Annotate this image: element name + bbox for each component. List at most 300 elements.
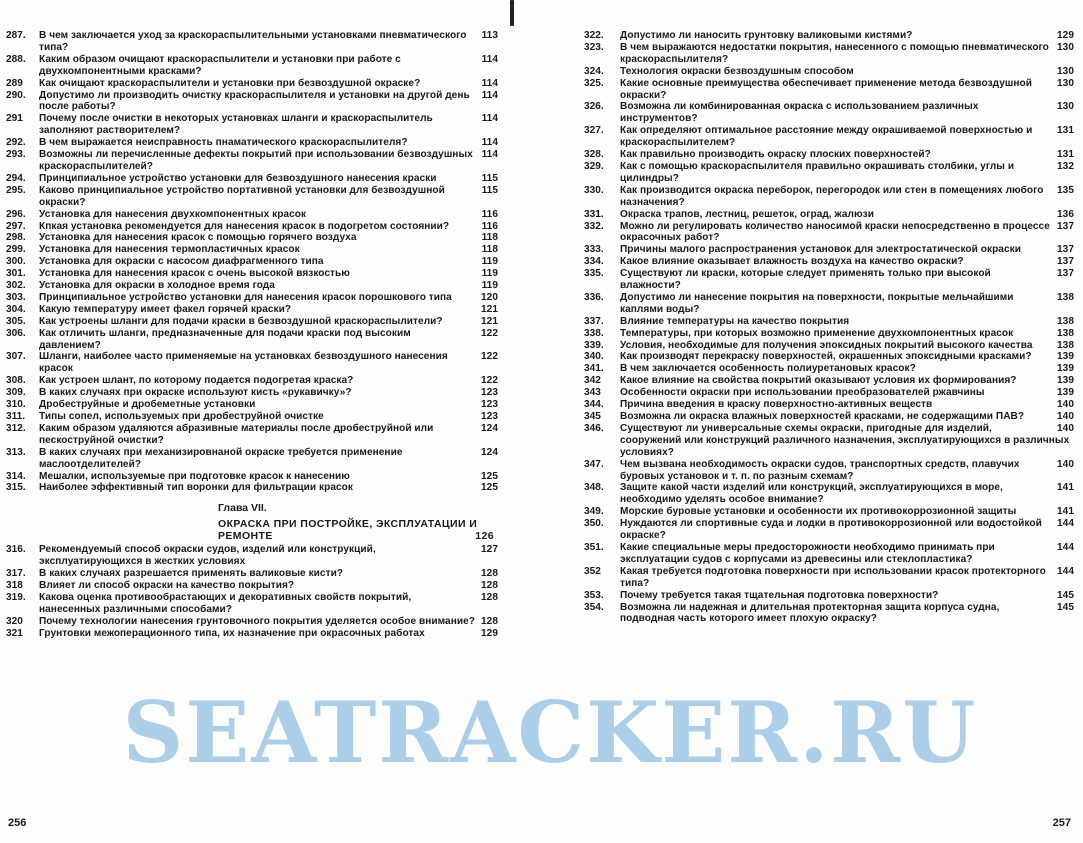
entry-page: 119 [481, 280, 498, 292]
toc-entry [6, 244, 498, 256]
entry-number: 288. [6, 53, 26, 65]
entry-number: 312. [6, 422, 26, 434]
toc-entry [584, 542, 1074, 566]
entry-number: 296. [6, 208, 26, 220]
entry-title: Почему технологии нанесения грунтовочного покрытия уделяется особое внимание? [39, 615, 475, 627]
entry-text-block [39, 292, 498, 304]
entry-text-block [620, 590, 1074, 602]
entry-title: Причины малого распространения установок для электростатической окраски [620, 244, 1021, 256]
entry-number: 325. [584, 77, 604, 89]
entry-text-block [39, 568, 498, 580]
entry-text-block [620, 411, 1074, 423]
entry-text-block [39, 149, 498, 173]
entry-number: 352 [584, 565, 601, 577]
page-number-left: 256 [8, 817, 27, 829]
entry-text-block [39, 375, 498, 387]
entry-text-block [620, 423, 1074, 459]
entry-number: 332. [584, 220, 604, 232]
toc-entry [584, 125, 1074, 149]
entry-title: Как производят перекраску поверхностей, окрашенных эпоксидными красками? [620, 351, 1032, 363]
toc-entry [584, 42, 1074, 66]
entry-title: В каких случаях при окраске используют кисть «рукавичку»? [39, 387, 352, 399]
entry-number: 319. [6, 591, 26, 603]
toc-entry [584, 423, 1074, 459]
entry-page: 140 [1057, 458, 1074, 470]
entry-number: 346. [584, 422, 604, 434]
toc-entry [584, 101, 1074, 125]
entry-page: 128 [481, 580, 498, 592]
entry-number: 289 [6, 77, 23, 89]
toc-entry [584, 268, 1074, 292]
entry-page: 116 [481, 220, 498, 232]
entry-page: 130 [1057, 77, 1074, 89]
entry-number: 304. [6, 303, 26, 315]
entry-page: 141 [1057, 482, 1074, 494]
entry-number: 353. [584, 589, 604, 601]
entry-title: Технология окраски безвоздушным способом [620, 65, 854, 77]
toc-entry [584, 221, 1074, 245]
entry-page: 139 [1057, 387, 1074, 399]
entry-title: Нуждаются ли спортивные суда и лодки в противокоррозионной или водостойкой окраске? [620, 518, 1042, 542]
entry-text-block [39, 90, 498, 114]
entry-page: 130 [1057, 101, 1074, 113]
entry-number: 326. [584, 101, 604, 113]
entry-page: 114 [481, 137, 498, 149]
entry-title: Допустимо ли наносить грунтовку валиковыми кистями? [620, 30, 913, 41]
entry-title: Грунтовки межоперационного типа, их назначение при окрасочных работах [39, 627, 425, 639]
entry-text-block [620, 125, 1074, 149]
toc-entry [6, 544, 498, 568]
entry-page: 137 [1057, 220, 1074, 232]
entry-number: 287. [6, 30, 26, 41]
entry-text-block [39, 185, 498, 209]
toc-entry [6, 411, 498, 423]
entry-title: Как устроены шланги для подачи краски в безвоздушной краскораспылители? [39, 315, 443, 327]
entry-text-block [620, 149, 1074, 161]
entry-title: Какова оценка противообрастающих и декоративных свойств покрытий, нанесенных различными способами? [39, 591, 412, 615]
entry-page: 131 [1057, 149, 1074, 161]
entry-page: 135 [1057, 184, 1074, 196]
entry-title: Условия, необходимые для получения эпоксидных покрытий высокого качества [620, 339, 1033, 351]
entry-text-block [39, 423, 498, 447]
entry-text-block [39, 628, 498, 640]
entry-title: В каких случаях при механизировнаной окраске требуется применение маслоотделителей? [39, 446, 403, 470]
toc-entry [6, 292, 498, 304]
toc-entry [6, 328, 498, 352]
entry-title: Какое влияние оказывает влажность воздуха на качество окраски? [620, 256, 964, 268]
entry-number: 313. [6, 446, 26, 458]
entry-text-block [620, 459, 1074, 483]
entry-number: 293. [6, 149, 26, 161]
entry-text-block [39, 316, 498, 328]
entry-number: 308. [6, 375, 26, 387]
entry-number: 324. [584, 65, 604, 77]
entry-number: 347. [584, 458, 604, 470]
entry-title: Почему после очистки в некоторых установках шланги и краскораспылитель заполняют растворителем? [39, 113, 433, 137]
entry-number: 320 [6, 615, 23, 627]
entry-number: 291 [6, 113, 23, 125]
entry-page: 137 [1057, 244, 1074, 256]
entry-text-block [39, 399, 498, 411]
watermark: SEATRACKER.RU [122, 683, 978, 782]
toc-entry [584, 506, 1074, 518]
toc-entry [6, 628, 498, 640]
entry-text-block [39, 209, 498, 221]
entry-page: 128 [481, 615, 498, 627]
entry-number: 350. [584, 518, 604, 530]
entry-title: В чем заключается уход за краскораспылительными установками пневматического типа? [39, 30, 467, 53]
entry-text-block [39, 544, 498, 568]
chapter-title [6, 518, 498, 542]
entry-text-block [620, 542, 1074, 566]
entry-text-block [620, 101, 1074, 125]
entry-text-block [620, 30, 1074, 42]
entry-page: 123 [481, 387, 498, 399]
toc-entry [6, 447, 498, 471]
entry-number: 349. [584, 506, 604, 518]
entry-text-block [620, 375, 1074, 387]
entry-title: Каким образом удаляются абразивные материалы после дробеструйной или пескоструйной очистки? [39, 422, 434, 446]
toc-entry [584, 244, 1074, 256]
entry-page: 123 [481, 411, 498, 422]
toc-entry [6, 137, 498, 149]
entry-page: 139 [1057, 351, 1074, 363]
entry-number: 354. [584, 601, 604, 613]
entry-title: В чем выражаются недостатки покрытия, нанесенного с помощью пневматического краскораспылителя? [620, 41, 1049, 65]
entry-page: 115 [481, 184, 498, 196]
entry-text-block [620, 506, 1074, 518]
entry-title: Установка для нанесения термопластичных красок [39, 244, 300, 256]
entry-page: 140 [1057, 411, 1074, 422]
toc-entry [6, 592, 498, 616]
entry-page: 138 [1057, 327, 1074, 339]
entry-number: 307. [6, 351, 26, 363]
entry-text-block [39, 54, 498, 78]
toc-list-top [6, 30, 498, 494]
entry-text-block [39, 616, 498, 628]
entry-number: 297. [6, 220, 26, 232]
toc-entry [584, 149, 1074, 161]
toc-entry [584, 590, 1074, 602]
entry-title: Принципиальное устройство установки для безвоздушного нанесения краски [39, 172, 437, 184]
entry-page: 113 [481, 30, 498, 41]
entry-title: Как производится окраска переборок, перегородок или стен в помещениях любого назначения? [620, 184, 1044, 208]
entry-title: Почему требуется такая тщательная подготовка поверхности? [620, 589, 939, 601]
chapter-page: 126 [475, 530, 494, 543]
entry-title: Температуры, при которых возможно применение двухкомпонентных красок [620, 327, 1014, 339]
entry-text-block [620, 602, 1074, 626]
entry-page: 141 [1057, 506, 1074, 518]
entry-title: Как отличить шланги, предназначенные для подачи краски под высоким давлением? [39, 327, 411, 351]
entry-text-block [620, 42, 1074, 66]
toc-entry [6, 185, 498, 209]
toc-entry [584, 185, 1074, 209]
entry-page: 129 [1057, 30, 1074, 41]
chapter-label: Глава VII. [218, 502, 267, 515]
entry-title: Установка для нанесения двухкомпонентных красок [39, 208, 307, 220]
toc-entry [6, 221, 498, 233]
entry-number: 331. [584, 208, 604, 220]
entry-number: 330. [584, 184, 604, 196]
entry-text-block [620, 161, 1074, 185]
entry-page: 139 [1057, 375, 1074, 387]
toc-entry [6, 423, 498, 447]
entry-page: 124 [481, 446, 498, 458]
toc-entry [6, 173, 498, 185]
entry-number: 314. [6, 470, 26, 482]
entry-text-block [620, 351, 1074, 363]
toc-entry [584, 30, 1074, 42]
entry-text-block [620, 387, 1074, 399]
toc-entry [6, 316, 498, 328]
toc-entry [6, 568, 498, 580]
entry-title: Как устроен шлант, по которому подается подогретая краска? [39, 375, 354, 387]
toc-entry [584, 161, 1074, 185]
entry-page: 144 [1057, 518, 1074, 530]
entry-page: 130 [1057, 41, 1074, 53]
toc-entry [6, 351, 498, 375]
entry-text-block [620, 244, 1074, 256]
toc-entry [6, 482, 498, 494]
entry-page: 122 [481, 327, 498, 339]
entry-title: Дробеструйные и дробеметные установки [39, 399, 256, 411]
toc-entry [6, 580, 498, 592]
entry-title: Окраска трапов, лестниц, решеток, оград, жалюзи [620, 208, 874, 220]
entry-number: 317. [6, 568, 26, 580]
entry-number: 301. [6, 268, 26, 280]
chapter-title-text: ОКРАСКА ПРИ ПОСТРОЙКЕ, ЭКСПЛУАТАЦИИ И РЕМОНТЕ [218, 518, 478, 543]
entry-text-block [39, 137, 498, 149]
toc-entry [584, 340, 1074, 352]
toc-entry [6, 471, 498, 483]
entry-number: 336. [584, 291, 604, 303]
toc-entry [584, 459, 1074, 483]
toc-entry [584, 351, 1074, 363]
entry-page: 120 [481, 291, 498, 303]
toc-entry [6, 232, 498, 244]
entry-page: 128 [481, 568, 498, 580]
toc-entry [6, 399, 498, 411]
entry-title: Кпкая установка рекомендуется для нанесения красок в подогретом состоянии? [39, 220, 450, 232]
entry-page: 144 [1057, 565, 1074, 577]
entry-number: 311. [6, 411, 26, 422]
entry-text-block [620, 221, 1074, 245]
entry-page: 130 [1057, 65, 1074, 77]
entry-title: Установка для нанесения красок с помощью горячего воздуха [39, 232, 357, 244]
entry-text-block [39, 113, 498, 137]
entry-page: 132 [1057, 160, 1074, 172]
entry-text-block [620, 78, 1074, 102]
entry-page: 128 [481, 591, 498, 603]
entry-title: Возможна ли комбинированная окраска с использованием различных инструментов? [620, 101, 979, 125]
toc-entry [6, 90, 498, 114]
entry-number: 328. [584, 149, 604, 161]
chapter-heading [6, 502, 498, 542]
entry-text-block [620, 566, 1074, 590]
entry-title: Каково принципиальное устройство портативной установки для безвоздушной окраски? [39, 184, 445, 208]
entry-text-block [620, 363, 1074, 375]
toc-entry [584, 399, 1074, 411]
entry-text-block [39, 447, 498, 471]
entry-page: 127 [481, 544, 498, 556]
entry-number: 342 [584, 375, 601, 387]
entry-page: 138 [1057, 339, 1074, 351]
entry-title: Типы сопел, используемых при дробеструйной очистке [39, 411, 324, 422]
entry-title: Причина введения в краску поверхностно-активных веществ [620, 399, 933, 411]
toc-entry [584, 411, 1074, 423]
toc-list-bottom [6, 544, 498, 639]
entry-page: 145 [1057, 601, 1074, 613]
entry-title: Защите какой части изделий или конструкций, эксплуатирующихся в море, необходимо уделять особое внимание? [620, 482, 1003, 506]
toc-entry [584, 518, 1074, 542]
entry-title: Как правильно производить окраску плоских поверхностей? [620, 149, 931, 161]
entry-text-block [39, 244, 498, 256]
entry-page: 131 [1057, 125, 1074, 137]
gutter-mark [510, 0, 514, 26]
entry-title: Возможна ли окраска влажных поверхностей красками, не содержащими ПАВ? [620, 411, 1025, 422]
entry-page: 122 [481, 375, 498, 387]
entry-number: 339. [584, 339, 604, 351]
entry-text-block [39, 232, 498, 244]
entry-page: 140 [1057, 399, 1074, 411]
toc-entry [584, 566, 1074, 590]
entry-text-block [620, 340, 1074, 352]
entry-number: 295. [6, 184, 26, 196]
entry-page: 114 [481, 113, 498, 125]
toc-entry [584, 602, 1074, 626]
entry-number: 323. [584, 41, 604, 53]
toc-entry [6, 113, 498, 137]
entry-text-block [39, 173, 498, 185]
entry-title: Какие основные преимущества обеспечивает применение метода безвоздушной окраски? [620, 77, 1032, 101]
entry-number: 338. [584, 327, 604, 339]
entry-text-block [39, 387, 498, 399]
entry-number: 298. [6, 232, 26, 244]
toc-entry [584, 387, 1074, 399]
entry-number: 315. [6, 482, 26, 494]
entry-number: 294. [6, 172, 26, 184]
entry-title: Установка для нанесения красок с очень высокой вязкостью [39, 268, 350, 280]
toc-entry [584, 316, 1074, 328]
entry-text-block [620, 268, 1074, 292]
entry-page: 116 [481, 208, 498, 220]
entry-title: Возможны ли перечисленные дефекты покрытий при использовании безвоздушных краскораспылителей? [39, 149, 473, 172]
entry-text-block [39, 268, 498, 280]
entry-text-block [39, 256, 498, 268]
entry-title: Установка для окраски с насосом диафрагменного типа [39, 256, 324, 268]
entry-title: Шланги, наиболее часто применяемые на установках безвоздушного нанесения красок [39, 351, 448, 375]
toc-entry [584, 375, 1074, 387]
entry-text-block [39, 411, 498, 423]
toc-entry [584, 256, 1074, 268]
entry-page: 138 [1057, 291, 1074, 303]
entry-page: 145 [1057, 589, 1074, 601]
entry-page: 114 [481, 53, 498, 65]
entry-title: Чем вызвана необходимость окраски судов, транспортных средств, плавучих буровых установок и т. п. по разным схемам? [620, 458, 1020, 482]
entry-text-block [39, 328, 498, 352]
toc-entry [6, 256, 498, 268]
entry-title: Как определяют оптимальное расстояние между окрашиваемой поверхностью и краскораспылителем? [620, 125, 1033, 149]
entry-page: 139 [1057, 363, 1074, 375]
entry-page: 118 [481, 244, 498, 256]
entry-title: Влияет ли способ окраски на качество покрытия? [39, 580, 295, 592]
entry-title: Какие специальные меры предосторожности необходимо принимать при эксплуатации судов с корпусами из древесины или стеклопластика? [620, 541, 995, 565]
entry-page: 114 [481, 89, 498, 101]
toc-entry [584, 78, 1074, 102]
entry-number: 345 [584, 411, 601, 422]
entry-number: 290. [6, 89, 26, 101]
entry-text-block [620, 209, 1074, 221]
toc-entry [6, 78, 498, 90]
entry-title: Рекомендуемый способ окраски судов, изделий или конструкций, эксплуатирующихся в жестких условиях [39, 544, 376, 568]
entry-number: 329. [584, 160, 604, 172]
entry-number: 351. [584, 541, 604, 553]
entry-text-block [39, 580, 498, 592]
toc-entry [6, 375, 498, 387]
entry-page: 119 [481, 256, 498, 268]
entry-text-block [620, 256, 1074, 268]
toc-entry [584, 482, 1074, 506]
entry-page: 114 [481, 77, 498, 89]
left-page [6, 30, 498, 640]
entry-text-block [39, 280, 498, 292]
entry-page: 137 [1057, 256, 1074, 268]
entry-number: 310. [6, 399, 26, 411]
entry-text-block [620, 482, 1074, 506]
entry-text-block [39, 482, 498, 494]
entry-page: 129 [481, 627, 498, 639]
page-number-right: 257 [1052, 817, 1071, 829]
toc-list [584, 30, 1074, 625]
toc-entry [6, 268, 498, 280]
entry-number: 309. [6, 387, 26, 399]
entry-number: 335. [584, 268, 604, 280]
entry-page: 124 [481, 422, 498, 434]
entry-number: 344. [584, 399, 604, 411]
entry-number: 322. [584, 30, 604, 41]
entry-page: 118 [481, 232, 498, 244]
toc-entry [6, 209, 498, 221]
entry-number: 334. [584, 256, 604, 268]
entry-title: Мешалки, используемые при подготовке красок к нанесению [39, 470, 350, 482]
entry-page: 136 [1057, 208, 1074, 220]
entry-text-block [39, 304, 498, 316]
entry-title: Какая требуется подготовка поверхности при использовании красок протекторного типа? [620, 565, 1046, 589]
entry-text-block [39, 221, 498, 233]
entry-page: 122 [481, 351, 498, 363]
entry-text-block [39, 78, 498, 90]
toc-entry [584, 363, 1074, 375]
entry-page: 123 [481, 399, 498, 411]
entry-text-block [620, 518, 1074, 542]
entry-number: 333. [584, 244, 604, 256]
toc-entry [584, 292, 1074, 316]
entry-page: 114 [481, 149, 498, 161]
toc-entry [584, 328, 1074, 340]
entry-number: 300. [6, 256, 26, 268]
entry-page: 138 [1057, 315, 1074, 327]
entry-page: 115 [481, 172, 498, 184]
entry-number: 318 [6, 580, 23, 592]
entry-text-block [39, 30, 498, 54]
toc-entry [584, 209, 1074, 221]
entry-text-block [39, 592, 498, 616]
entry-page: 121 [481, 303, 498, 315]
entry-title: В чем выражается неисправность пнаматического краскораспылителя? [39, 137, 408, 149]
entry-number: 321 [6, 627, 23, 639]
entry-page: 121 [481, 315, 498, 327]
entry-title: Допустимо ли производить очистку краскораспылителя и установки на другой день после работы? [39, 89, 470, 113]
